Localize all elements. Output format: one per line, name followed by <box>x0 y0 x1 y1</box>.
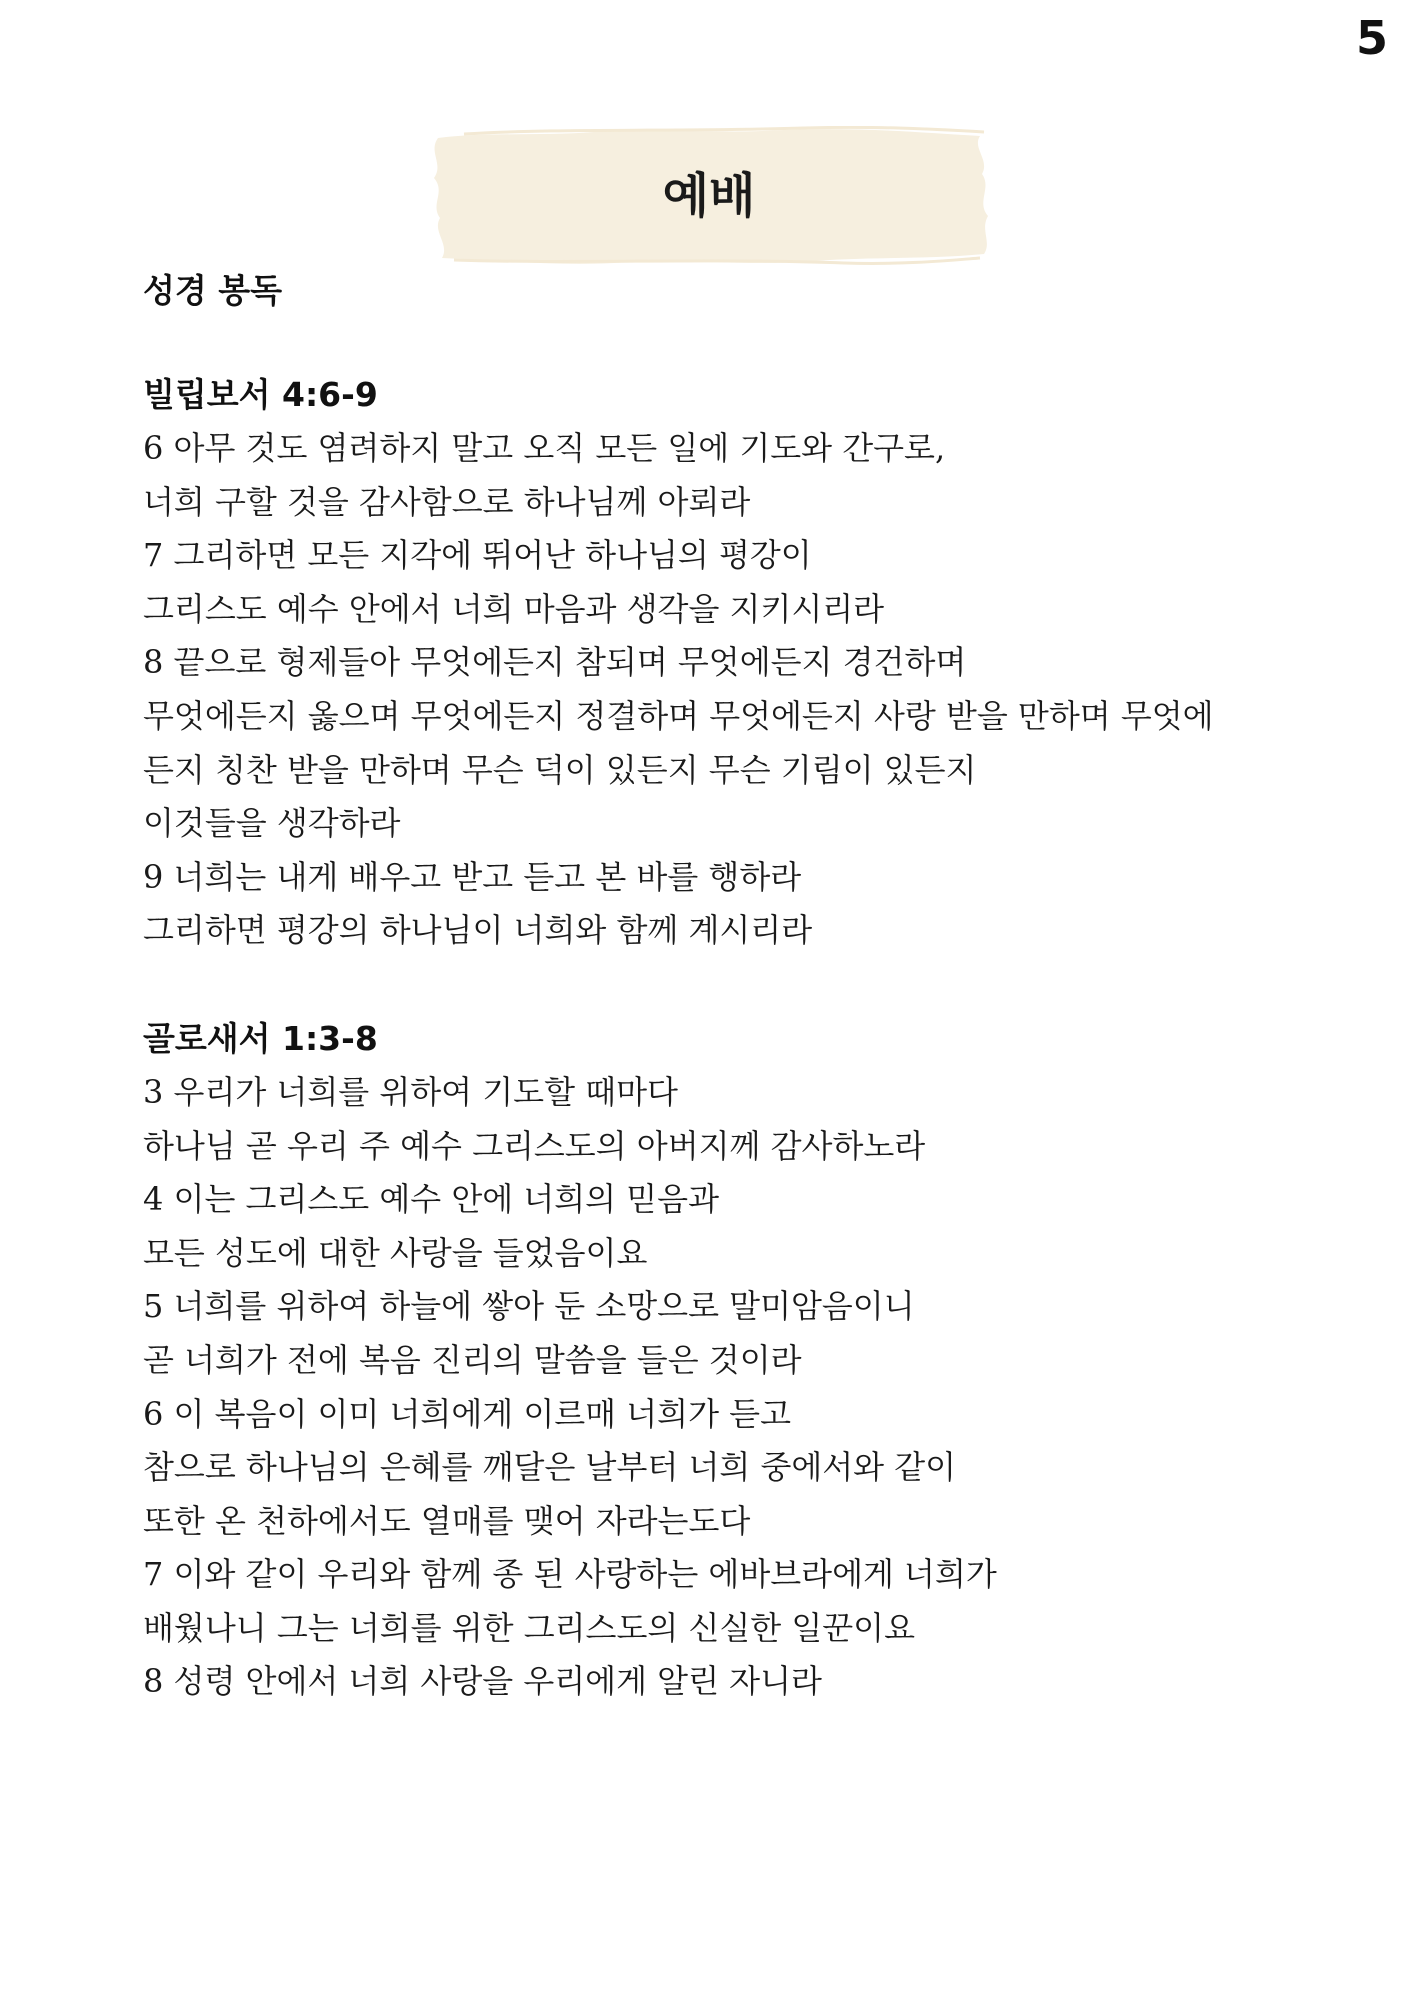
verse-line: 하나님 곧 우리 주 예수 그리스도의 아버지께 감사하노라 <box>143 1126 926 1165</box>
verse-line: 너희 구할 것을 감사함으로 하나님께 아뢰라 <box>143 482 751 521</box>
page-number: 5 <box>1355 11 1388 65</box>
verse-line: 무엇에든지 옳으며 무엇에든지 정결하며 무엇에든지 사랑 받을 만하며 무엇에 <box>143 696 1214 735</box>
verse-line: 모든 성도에 대한 사랑을 들었음이요 <box>143 1233 648 1272</box>
passage-philippians <box>143 368 1343 958</box>
verse-line: 8 끝으로 형제들아 무엇에든지 참되며 무엇에든지 경건하며 <box>143 643 967 682</box>
page-title: 예배 <box>662 168 756 224</box>
verse-line: 참으로 하나님의 은혜를 깨달은 날부터 너희 중에서와 같이 <box>143 1448 957 1487</box>
verse-line: 6 이 복음이 이미 너희에게 이르매 너희가 듣고 <box>143 1394 791 1433</box>
verse-line: 6 아무 것도 염려하지 말고 오직 모든 일에 기도와 간구로, <box>143 429 946 467</box>
passage-reference: 골로새서 1:3-8 <box>143 1018 378 1058</box>
verse-line: 그리하면 평강의 하나님이 너희와 함께 계시리라 <box>143 911 813 950</box>
verse-line: 8 성령 안에서 너희 사랑을 우리에게 알린 자니라 <box>143 1662 822 1701</box>
verse-line: 이것들을 생각하라 <box>143 804 401 843</box>
verse-line: 9 너희는 내게 배우고 받고 듣고 본 바를 행하라 <box>143 857 802 896</box>
verse-line: 3 우리가 너희를 위하여 기도할 때마다 <box>143 1072 678 1111</box>
section-label: 성경 봉독 <box>143 271 283 310</box>
verse-line: 7 이와 같이 우리와 함께 종 된 사랑하는 에바브라에게 너희가 <box>143 1555 997 1594</box>
verse-line: 5 너희를 위하여 하늘에 쌓아 둔 소망으로 말미암음이니 <box>143 1287 915 1326</box>
title-banner <box>424 126 994 266</box>
verse-line: 든지 칭찬 받을 만하며 무슨 덕이 있든지 무슨 기림이 있든지 <box>143 750 977 789</box>
passage-colossians <box>143 1012 1343 1709</box>
verse-line: 그리스도 예수 안에서 너희 마음과 생각을 지키시리라 <box>143 589 885 628</box>
main-content <box>143 264 1343 1709</box>
passage-reference: 빌립보서 4:6-9 <box>143 375 378 414</box>
verse-line: 배웠나니 그는 너희를 위한 그리스도의 신실한 일꾼이요 <box>143 1608 916 1647</box>
verse-line: 7 그리하면 모든 지각에 뛰어난 하나님의 평강이 <box>143 536 812 575</box>
verse-line: 곧 너희가 전에 복음 진리의 말씀을 들은 것이라 <box>143 1340 802 1379</box>
verse-line: 또한 온 천하에서도 열매를 맺어 자라는도다 <box>143 1501 751 1540</box>
verse-line: 4 이는 그리스도 예수 안에 너희의 믿음과 <box>143 1180 719 1219</box>
